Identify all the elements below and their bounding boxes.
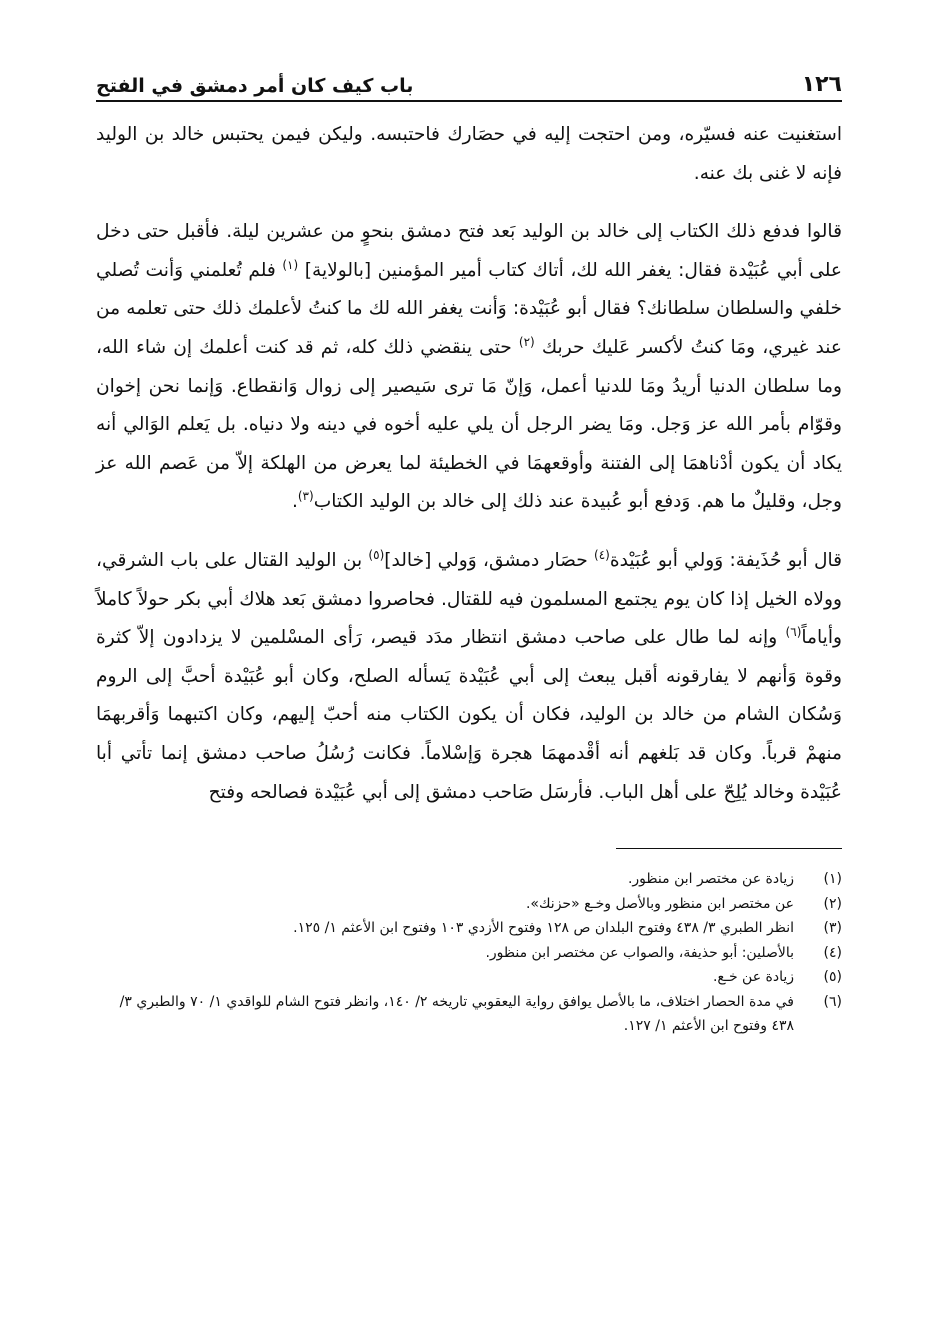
paragraph-2-text-d: . <box>291 491 298 513</box>
footnote-text: عن مختصر ابن منظور وبالأصل وخـع «حزنك». <box>525 895 794 912</box>
paragraph-3-text-d: وإنه لما طال على صاحب دمشق انتظار مدَد قيصر، رَأى المسْلمين لا يزدادون إلاّ كثرة وقوة وَأنهم لا يفارقونه أقبل يبعث إلى أبي عُبَيْدة يَسأله الصلح، وكان أبو عُبَيْدة أحبَّ إلى الروم وَسُكان الشام من خالد بن الوليد، فكان أن يكون الكتاب منه أحبّ إليهم، وكان اكتبهما وَأقربهمَا منهمْ قرباً. وكان قد بَلغهم أنه أقْدمهمَا هجرة وَإسْلاماً. فكانت رُسُلُ صاحب دمشق إنما تأتي أبا عُبَيْدة وخالد يُلِحّ على أهل الباب. فأرسَل صَاحب دمشق إلى أبي عُبَيْدة فصالحه وفتح <box>96 627 842 803</box>
footnote-divider <box>616 848 842 849</box>
footnote-2 <box>96 892 842 917</box>
footnote-number: (١) <box>823 871 842 888</box>
running-title: باب كيف كان أمر دمشق في الفتح <box>96 75 414 97</box>
footnote-6 <box>96 990 842 1039</box>
footnote-number: (٢) <box>823 895 842 912</box>
paragraph-3 <box>96 542 842 812</box>
footnote-text: بالأصلين: أبو حذيفة، والصواب عن مختصر ابن منظور. <box>485 944 794 961</box>
footnote-text: زيادة عن مختصر ابن منظور. <box>627 871 794 888</box>
footnote-ref-4[interactable]: (٤) <box>594 547 610 562</box>
footnote-ref-2[interactable]: (٢) <box>518 334 535 349</box>
footnote-ref-3[interactable]: (٣) <box>297 489 314 504</box>
page-number: ١٢٦ <box>801 72 842 97</box>
footnote-number: (٤) <box>823 944 842 961</box>
footnote-number: (٦) <box>823 993 842 1010</box>
footnote-text: انظر الطبري ٣/ ٤٣٨ وفتوح البلدان ص ١٢٨ وفتوح الأزدي ١٠٣ وفتوح ابن الأعثم ١/ ١٢٥. <box>293 920 794 937</box>
footnote-3 <box>96 916 842 941</box>
footnote-number: (٣) <box>823 920 842 937</box>
paragraph-3-text-a: قال أبو حُذَيفة: وَولي أبو عُبَيْدة <box>609 549 843 571</box>
paragraph-2-text-a: قالوا فدفع ذلك الكتاب إلى خالد بن الوليد بَعد فتح دمشق بنحوٍ من عشرين ليلة. فأقبل حتى دخل على أبي عُبَيْدة فقال: يغفر الله لك، أتاك كتاب أمير المؤمنين [بالولاية] <box>96 221 842 281</box>
footnote-ref-6[interactable]: (٦) <box>785 624 802 639</box>
footnote-text: زيادة عن خـع. <box>712 969 794 986</box>
footnote-ref-5[interactable]: (٥) <box>368 547 385 562</box>
footnote-text: في مدة الحصار اختلاف، ما بالأصل يوافق رواية اليعقوبي تاريخه ٢/ ١٤٠، وانظر فتوح الشام للواقدي ١/ ٧٠ والطبري ٣/ ٤٣٨ وفتوح ابن الأعثم ١/ ١٢٧. <box>119 993 794 1035</box>
paragraph-2 <box>96 213 842 522</box>
paragraph-1 <box>96 116 842 193</box>
page-header <box>96 56 842 102</box>
footnotes <box>96 867 842 1039</box>
paragraph-2-text-b: فلم تُعلمني وَأنت تُصلي خلفي والسلطان سلطانك؟ فقال أبو عُبَيْدة: وَأنت يغفر الله لك ما كنتُ لأعلمك ذلك حتى تعلمه من عند غيري، ومَا كنتُ لأكسر عَليك حربك <box>96 259 842 358</box>
paragraph-1-text: استغنيت عنه فسيّره، ومن احتجت إليه في حصَارك فاحتبسه. وليكن فيمن يحتبس خالد بن الوليد فإنه لا غنى بك عنه. <box>96 124 842 184</box>
footnote-number: (٥) <box>823 969 842 986</box>
paragraph-2-text-c: حتى ينقضي ذلك كله، ثم قد كنت أعلمك إن شاء الله، وما سلطان الدنيا أريدُ ومَا للدنيا أعمل، وَإنّ مَا ترى سَيصير إلى زوال وَانقطاع. وَإنما نحن إخوان وقوّام بأمر الله عز وَجل. ومَا يضر الرجل أن يلي عليه أخوه في دينه ولا دنياه. بل يَعلم الوَالي أنه يكاد أن يكون أدْناهمَا إلى الفتنة وأوقعهمَا في الخطيئة لما يعرض من الهلكة إلاّ من عَصم الله عز وجل، وقليلٌ ما هم. وَدفع أبو عُبيدة عند ذلك إلى خالد بن الوليد الكتاب <box>96 336 842 513</box>
footnote-1 <box>96 867 842 892</box>
footnote-5 <box>96 965 842 990</box>
footnote-ref-1[interactable]: (١) <box>282 257 299 272</box>
footnote-4 <box>96 941 842 966</box>
paragraph-3-text-b: حصَار دمشق، وَولي [خالد] <box>384 549 588 571</box>
main-text <box>96 116 842 812</box>
paragraph-3-text-c: بن الوليد القتال على باب الشرقي، وولاه الخيل إذا كان يوم يجتمع المسلمون فيه للقتال. فحاصروا دمشق بَعد هلاك أبي بكر حولاً كاملاً وأياماً <box>96 549 842 649</box>
book-page <box>96 56 842 1306</box>
